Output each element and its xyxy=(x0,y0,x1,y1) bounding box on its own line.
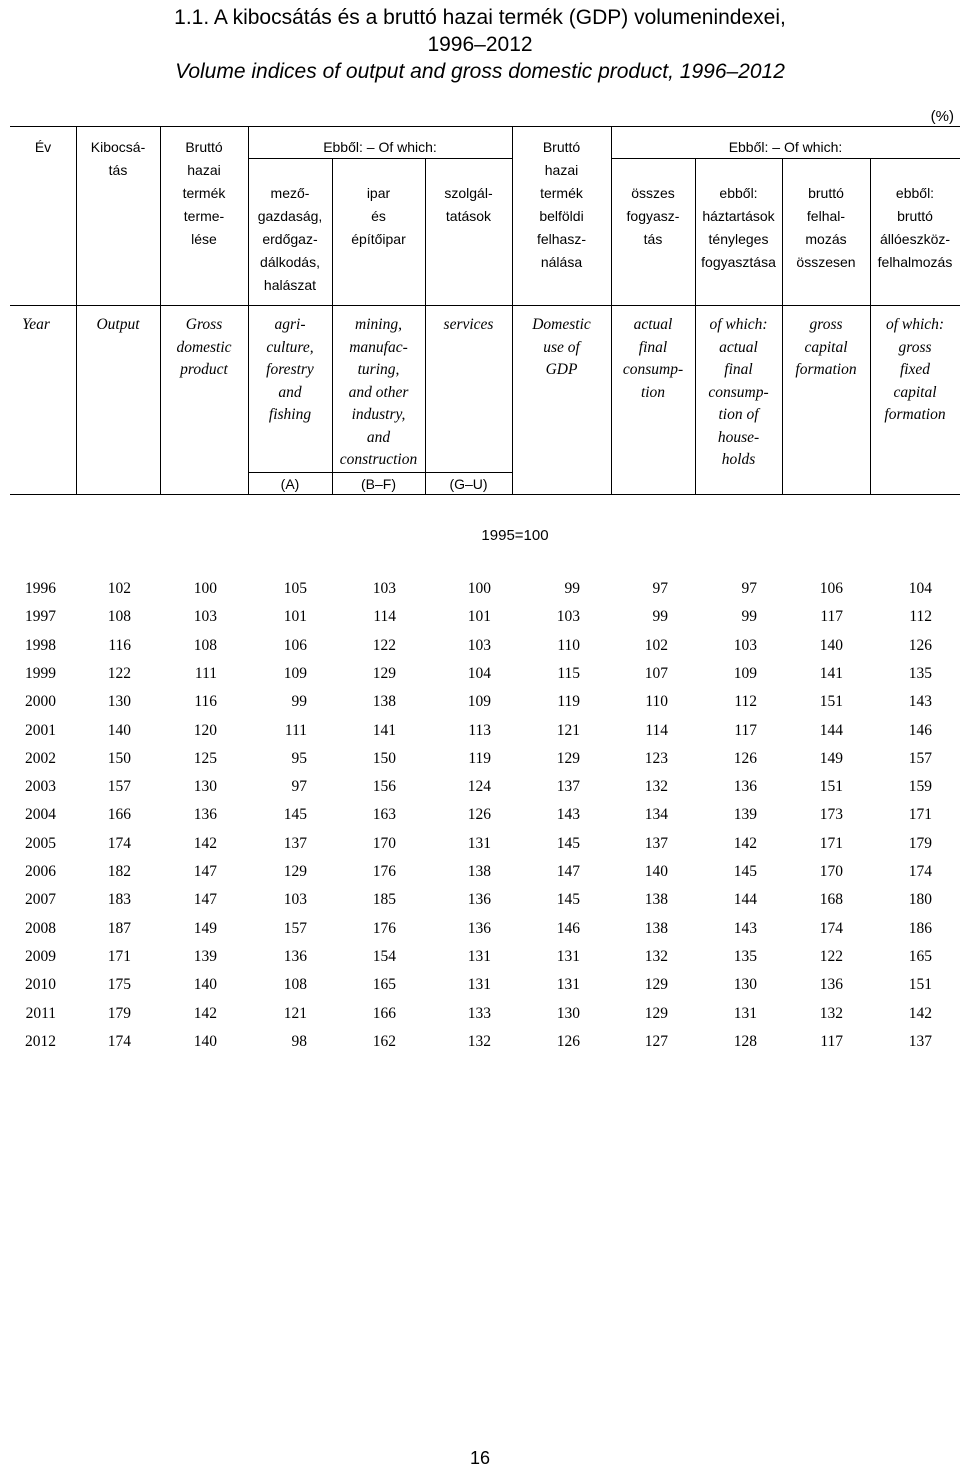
table-row xyxy=(0,1033,960,1061)
cell-household-consumption: 103 xyxy=(733,636,757,654)
cell-output: 183 xyxy=(107,891,131,909)
cell-output: 150 xyxy=(107,749,131,767)
cell-industry: 165 xyxy=(372,976,396,994)
cell-output: 174 xyxy=(107,1032,131,1050)
cell-output: 122 xyxy=(107,664,131,682)
cell-year: 2009 xyxy=(25,947,56,965)
cell-consumption: 138 xyxy=(644,891,668,909)
header-mid-rule xyxy=(10,305,960,306)
cell-industry: 176 xyxy=(372,863,396,880)
cell-household-consumption: 97 xyxy=(741,580,757,597)
cell-year: 1996 xyxy=(25,580,56,597)
cell-gfcf: 137 xyxy=(908,1032,932,1050)
cell-household-consumption: 144 xyxy=(733,891,757,909)
header-year-en: Year xyxy=(22,316,50,333)
cell-gcf: 136 xyxy=(819,976,843,994)
cell-gcf: 117 xyxy=(820,608,843,626)
header-domestic-use-en: Domestic use of GDP xyxy=(532,316,591,378)
cell-consumption: 102 xyxy=(644,636,668,654)
cell-industry: 170 xyxy=(372,834,396,852)
cell-gcf: 132 xyxy=(819,1004,843,1022)
header-services-hu: szolgál- tatások xyxy=(444,185,493,224)
cell-services: 136 xyxy=(467,891,491,909)
title-years: 1996–2012 xyxy=(427,33,533,56)
cell-year: 1997 xyxy=(25,608,56,626)
cell-household-consumption: 109 xyxy=(733,664,757,682)
cell-consumption: 123 xyxy=(644,749,668,767)
cell-gdp: 140 xyxy=(193,976,217,994)
cell-household-consumption: 112 xyxy=(734,693,757,711)
cell-services: 119 xyxy=(468,749,491,767)
cell-gdp: 142 xyxy=(193,834,217,852)
cell-industry: 150 xyxy=(372,749,396,767)
unit-label: (%) xyxy=(930,108,954,125)
cell-services: 136 xyxy=(467,919,491,937)
header-services-en: services xyxy=(443,316,494,333)
cell-gfcf: 151 xyxy=(908,976,932,994)
cell-gdp: 147 xyxy=(193,863,217,880)
cell-output: 157 xyxy=(107,778,131,796)
cell-gcf: 170 xyxy=(819,863,843,880)
table-row xyxy=(0,806,960,834)
cell-year: 2001 xyxy=(25,721,56,739)
cell-output: 175 xyxy=(107,976,131,994)
cell-gfcf: 186 xyxy=(908,919,932,937)
cell-domestic-use: 103 xyxy=(556,608,580,626)
cell-consumption: 114 xyxy=(645,721,668,739)
cell-consumption: 97 xyxy=(652,580,668,597)
cell-domestic-use: 99 xyxy=(564,580,580,597)
cell-services: 132 xyxy=(467,1032,491,1050)
cell-agri: 137 xyxy=(283,834,307,852)
page-title xyxy=(0,4,960,85)
header-gdp-hu: Bruttó hazai termék terme- lése xyxy=(182,139,226,247)
cell-household-consumption: 126 xyxy=(733,749,757,767)
cell-domestic-use: 147 xyxy=(556,863,580,880)
cell-industry: 114 xyxy=(373,608,396,626)
cell-consumption: 99 xyxy=(652,608,668,626)
cell-output: 102 xyxy=(107,580,131,597)
cell-gdp: 130 xyxy=(193,778,217,796)
cell-services: 126 xyxy=(467,806,491,824)
cell-services: 109 xyxy=(467,693,491,711)
cell-services: 101 xyxy=(467,608,491,626)
header-agri-en: agri- culture, forestry and fishing xyxy=(266,316,314,423)
table-row xyxy=(0,778,960,806)
cell-consumption: 132 xyxy=(644,947,668,965)
cell-consumption: 110 xyxy=(645,693,668,711)
cell-industry: 185 xyxy=(372,891,396,909)
cell-domestic-use: 129 xyxy=(556,749,580,767)
cell-domestic-use: 146 xyxy=(556,919,580,937)
header-gfcf-hu: ebből: bruttó állóeszköz- felhalmozás xyxy=(877,185,953,270)
code-services: (G–U) xyxy=(449,476,488,492)
header-consumption-en: actual final consump- tion xyxy=(622,316,684,401)
table-row xyxy=(0,891,960,919)
cell-industry: 122 xyxy=(372,636,396,654)
cell-household-consumption: 128 xyxy=(733,1032,757,1050)
cell-year: 2008 xyxy=(25,919,56,937)
cell-domestic-use: 131 xyxy=(556,947,580,965)
header-gfcf-en: of which: gross fixed capital formation xyxy=(884,316,946,423)
cell-gfcf: 179 xyxy=(908,834,932,852)
cell-domestic-use: 145 xyxy=(556,891,580,909)
cell-year: 2006 xyxy=(25,863,56,880)
cell-output: 171 xyxy=(107,947,131,965)
cell-gcf: 151 xyxy=(819,693,843,711)
cell-gdp: 140 xyxy=(193,1032,217,1050)
cell-household-consumption: 139 xyxy=(733,806,757,824)
cell-industry: 156 xyxy=(372,778,396,796)
cell-services: 113 xyxy=(468,721,491,739)
cell-services: 131 xyxy=(467,976,491,994)
cell-industry: 129 xyxy=(372,664,396,682)
section-number: 1.1. xyxy=(174,6,210,29)
header-top-rule xyxy=(10,126,960,127)
cell-gcf: 173 xyxy=(819,806,843,824)
cell-agri: 98 xyxy=(291,1032,307,1050)
cell-gdp: 147 xyxy=(193,891,217,909)
cell-consumption: 134 xyxy=(644,806,668,824)
header-consumption-hu: összes fogyasz- tás xyxy=(626,185,680,247)
header-gcf-en: gross capital formation xyxy=(795,316,857,378)
cell-gdp: 100 xyxy=(193,580,217,597)
cell-gdp: 149 xyxy=(193,919,217,937)
cell-domestic-use: 115 xyxy=(557,664,580,682)
cell-industry: 138 xyxy=(372,693,396,711)
header-household-en: of which: actual final consump- tion of house- holds xyxy=(708,316,769,468)
cell-household-consumption: 130 xyxy=(733,976,757,994)
header-gdp-en: Gross domestic product xyxy=(176,316,232,378)
cell-gfcf: 146 xyxy=(908,721,932,739)
cell-output: 116 xyxy=(108,636,131,654)
cell-gfcf: 165 xyxy=(908,947,932,965)
header-ofwhich-1 xyxy=(248,136,512,159)
cell-year: 2007 xyxy=(25,891,56,909)
cell-household-consumption: 135 xyxy=(733,947,757,965)
cell-consumption: 140 xyxy=(644,863,668,880)
cell-domestic-use: 121 xyxy=(556,721,580,739)
cell-consumption: 129 xyxy=(644,976,668,994)
header-ofwhich-2 xyxy=(611,136,960,159)
table-row xyxy=(0,580,960,608)
cell-gcf: 141 xyxy=(819,664,843,682)
header-agri-hu: mező- gazdaság, erdőgaz- dálkodás, halászat xyxy=(257,185,323,293)
header-industry-en: mining, manufac- turing, and other industry, and construction xyxy=(339,316,418,468)
cell-services: 131 xyxy=(467,834,491,852)
cell-output: 108 xyxy=(107,608,131,626)
cell-agri: 105 xyxy=(283,580,307,597)
cell-gfcf: 174 xyxy=(908,863,932,880)
cell-agri: 145 xyxy=(283,806,307,824)
cell-domestic-use: 126 xyxy=(556,1032,580,1050)
cell-gdp: 111 xyxy=(194,664,217,682)
code-industry: (B–F) xyxy=(361,476,396,492)
cell-year: 2004 xyxy=(25,806,56,824)
cell-agri: 99 xyxy=(291,693,307,711)
cell-services: 100 xyxy=(467,580,491,597)
cell-domestic-use: 119 xyxy=(557,693,580,711)
cell-household-consumption: 99 xyxy=(741,608,757,626)
title-hu-line xyxy=(0,4,960,31)
ofwhich-2-text: Ebből: – Of which: xyxy=(728,139,843,155)
cell-consumption: 132 xyxy=(644,778,668,796)
cell-household-consumption: 143 xyxy=(733,919,757,937)
cell-consumption: 137 xyxy=(644,834,668,852)
cell-household-consumption: 117 xyxy=(734,721,757,739)
cell-agri: 121 xyxy=(283,1004,307,1022)
cell-gfcf: 143 xyxy=(908,693,932,711)
table-row xyxy=(0,750,960,778)
cell-gfcf: 159 xyxy=(908,778,932,796)
table-row xyxy=(0,835,960,863)
cell-domestic-use: 130 xyxy=(556,1004,580,1022)
cell-year: 2000 xyxy=(25,693,56,711)
cell-gcf: 122 xyxy=(819,947,843,965)
cell-industry: 162 xyxy=(372,1032,396,1050)
cell-gdp: 142 xyxy=(193,1004,217,1022)
cell-domestic-use: 143 xyxy=(556,806,580,824)
cell-domestic-use: 137 xyxy=(556,778,580,796)
cell-agri: 109 xyxy=(283,664,307,682)
cell-agri: 129 xyxy=(283,863,307,880)
cell-output: 140 xyxy=(107,721,131,739)
header-output-en: Output xyxy=(96,316,140,333)
cell-gcf: 149 xyxy=(819,749,843,767)
cell-industry: 154 xyxy=(372,947,396,965)
code-agri: (A) xyxy=(280,476,300,492)
table-row xyxy=(0,608,960,636)
header-year-hu: Év xyxy=(34,139,52,155)
header-output-hu: Kibocsá- tás xyxy=(90,139,146,178)
cell-household-consumption: 136 xyxy=(733,778,757,796)
cell-gcf: 117 xyxy=(820,1032,843,1050)
cell-output: 187 xyxy=(107,919,131,937)
cell-agri: 97 xyxy=(291,778,307,796)
cell-year: 2012 xyxy=(25,1032,56,1050)
cell-gdp: 116 xyxy=(194,693,217,711)
cell-agri: 106 xyxy=(283,636,307,654)
cell-year: 2002 xyxy=(25,749,56,767)
cell-gfcf: 142 xyxy=(908,1004,932,1022)
cell-agri: 101 xyxy=(283,608,307,626)
cell-gfcf: 112 xyxy=(909,608,932,626)
cell-output: 182 xyxy=(107,863,131,880)
table-row xyxy=(0,665,960,693)
cell-gcf: 106 xyxy=(819,580,843,597)
cell-gdp: 103 xyxy=(193,608,217,626)
cell-output: 166 xyxy=(107,806,131,824)
cell-output: 179 xyxy=(107,1004,131,1022)
cell-services: 103 xyxy=(467,636,491,654)
cell-industry: 176 xyxy=(372,919,396,937)
base-year-label: 1995=100 xyxy=(481,527,549,544)
table-row xyxy=(0,976,960,1004)
cell-gdp: 120 xyxy=(193,721,217,739)
cell-domestic-use: 145 xyxy=(556,834,580,852)
cell-agri: 157 xyxy=(283,919,307,937)
cell-household-consumption: 142 xyxy=(733,834,757,852)
title-en: Volume indices of output and gross domestic product, 1996–2012 xyxy=(175,60,785,83)
cell-household-consumption: 145 xyxy=(733,863,757,880)
table-row xyxy=(0,637,960,665)
cell-year: 2003 xyxy=(25,778,56,796)
cell-services: 133 xyxy=(467,1004,491,1022)
table-row xyxy=(0,920,960,948)
cell-consumption: 129 xyxy=(644,1004,668,1022)
cell-year: 2010 xyxy=(25,976,56,994)
cell-year: 1998 xyxy=(25,636,56,654)
cell-agri: 111 xyxy=(284,721,307,739)
cell-agri: 95 xyxy=(291,749,307,767)
cell-gfcf: 126 xyxy=(908,636,932,654)
cell-services: 131 xyxy=(467,947,491,965)
cell-consumption: 107 xyxy=(644,664,668,682)
cell-gfcf: 157 xyxy=(908,749,932,767)
cell-gfcf: 180 xyxy=(908,891,932,909)
cell-gfcf: 104 xyxy=(908,580,932,597)
cell-gcf: 168 xyxy=(819,891,843,909)
cell-industry: 141 xyxy=(372,721,396,739)
ofwhich-1-text: Ebből: – Of which: xyxy=(323,139,437,155)
header-bottom-rule xyxy=(10,494,960,495)
table-row xyxy=(0,722,960,750)
cell-gcf: 144 xyxy=(819,721,843,739)
cell-industry: 103 xyxy=(372,580,396,597)
cell-gdp: 108 xyxy=(193,636,217,654)
table-row xyxy=(0,693,960,721)
codes-rule xyxy=(248,472,512,473)
page-number: 16 xyxy=(469,1448,491,1468)
cell-agri: 103 xyxy=(283,891,307,909)
cell-gcf: 174 xyxy=(819,919,843,937)
cell-household-consumption: 131 xyxy=(733,1004,757,1022)
cell-gdp: 139 xyxy=(193,947,217,965)
cell-agri: 108 xyxy=(283,976,307,994)
cell-year: 2011 xyxy=(25,1004,56,1022)
cell-gcf: 151 xyxy=(819,778,843,796)
cell-output: 130 xyxy=(107,693,131,711)
table-row xyxy=(0,948,960,976)
cell-year: 2005 xyxy=(25,834,56,852)
header-domestic-use-hu: Bruttó hazai termék belföldi felhasz- nálása xyxy=(536,139,587,270)
header-gcf-hu: bruttó felhal- mozás összesen xyxy=(796,185,856,270)
cell-consumption: 127 xyxy=(644,1032,668,1050)
table-row xyxy=(0,863,960,891)
cell-gcf: 171 xyxy=(819,834,843,852)
cell-services: 104 xyxy=(467,664,491,682)
cell-gcf: 140 xyxy=(819,636,843,654)
header-household-hu: ebből: háztartások tényleges fogyasztása xyxy=(701,185,776,270)
cell-services: 124 xyxy=(467,778,491,796)
cell-consumption: 138 xyxy=(644,919,668,937)
header-industry-hu: ipar és építőipar xyxy=(351,185,406,247)
cell-domestic-use: 131 xyxy=(556,976,580,994)
cell-gfcf: 135 xyxy=(908,664,932,682)
cell-agri: 136 xyxy=(283,947,307,965)
cell-industry: 163 xyxy=(372,806,396,824)
cell-gdp: 125 xyxy=(193,749,217,767)
cell-domestic-use: 110 xyxy=(557,636,580,654)
cell-output: 174 xyxy=(107,834,131,852)
title-hu: A kibocsátás és a bruttó hazai termék (GDP) volumenindexei, xyxy=(213,6,786,29)
table-row xyxy=(0,1005,960,1033)
cell-services: 138 xyxy=(467,863,491,880)
cell-industry: 166 xyxy=(372,1004,396,1022)
cell-gfcf: 171 xyxy=(908,806,932,824)
cell-gdp: 136 xyxy=(193,806,217,824)
cell-year: 1999 xyxy=(25,664,56,682)
